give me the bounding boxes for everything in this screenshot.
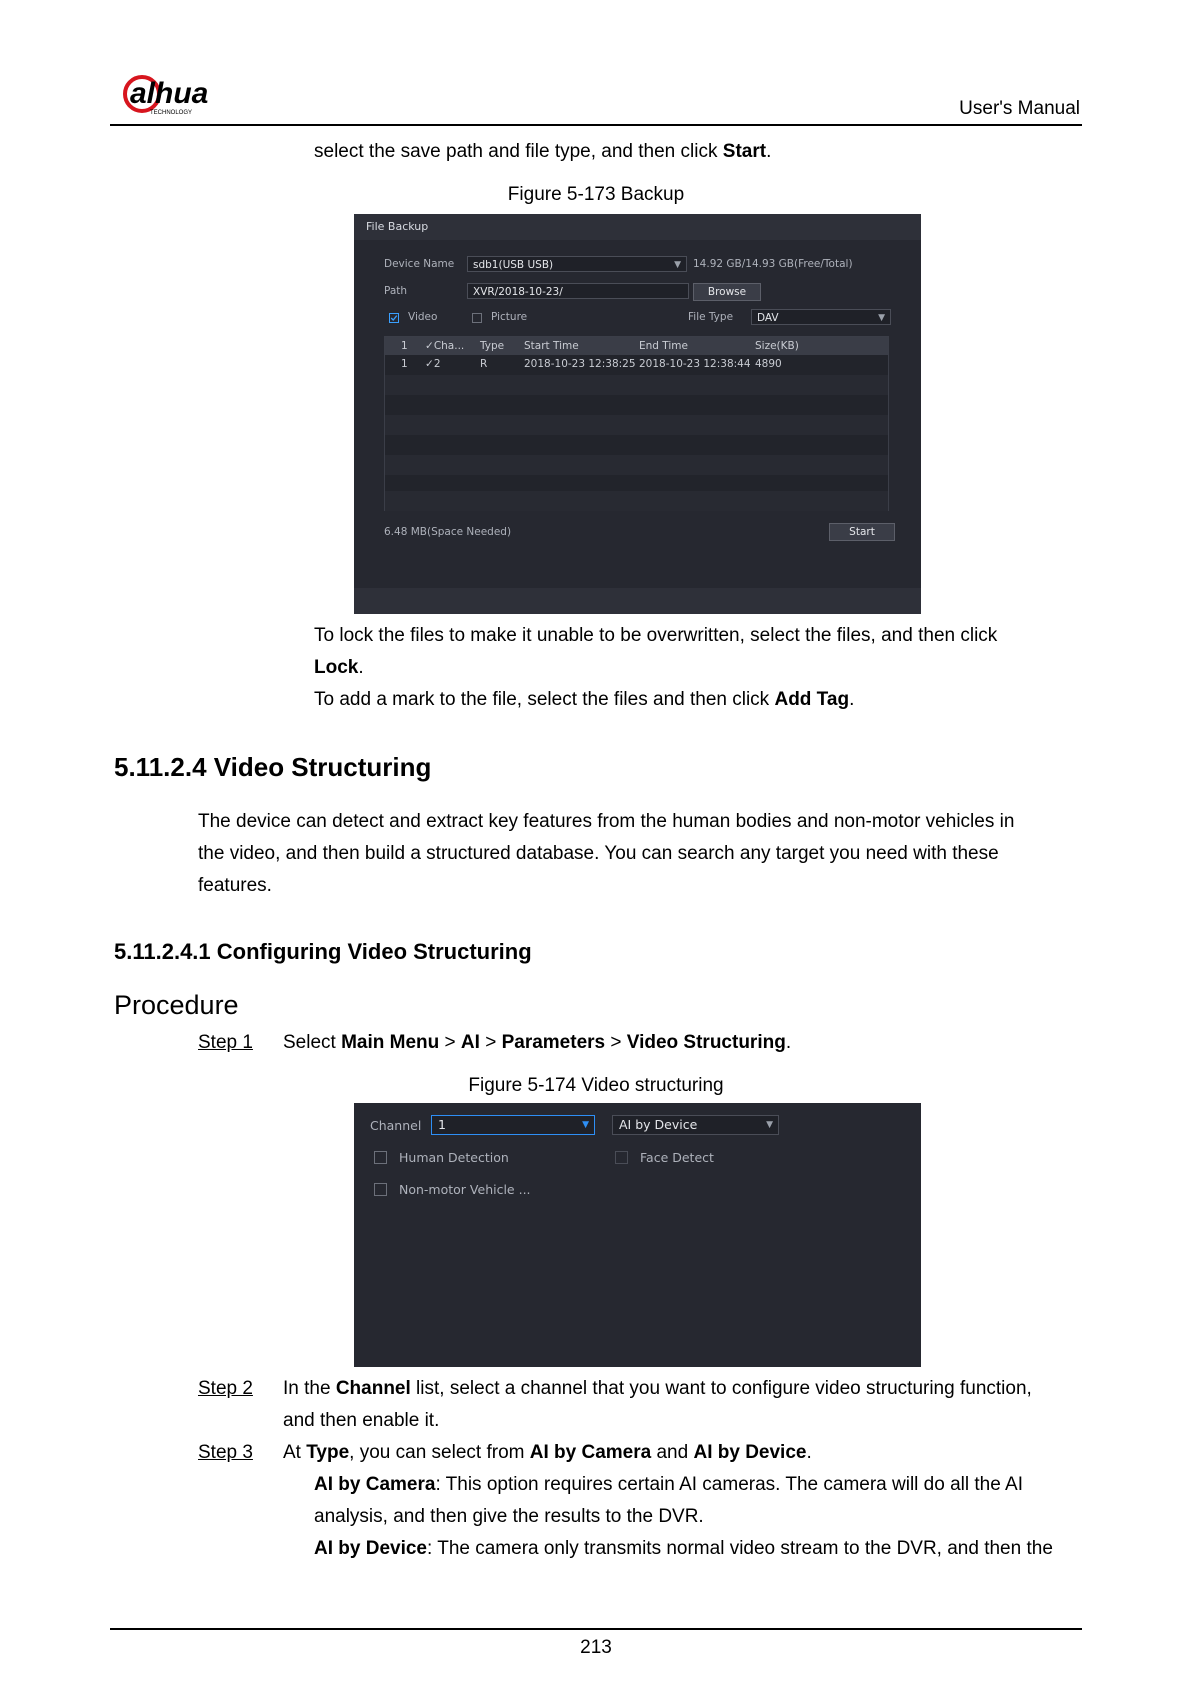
footer-rule bbox=[110, 1628, 1082, 1630]
table-row-empty bbox=[385, 491, 888, 511]
device-name-label: Device Name bbox=[384, 258, 455, 270]
row-index: 1 bbox=[401, 358, 408, 370]
dahua-logo bbox=[120, 70, 260, 120]
step3-text: At Type, you can select from AI by Camera and AI by Device. bbox=[283, 1442, 812, 1463]
start-button[interactable]: Start bbox=[829, 523, 895, 541]
check-icon bbox=[390, 314, 398, 322]
column-header-index: 1 bbox=[401, 340, 408, 352]
file-backup-window bbox=[354, 214, 921, 614]
column-header-size: Size(KB) bbox=[755, 340, 799, 352]
row-channel[interactable]: ✓2 bbox=[425, 358, 441, 370]
human-detection-label: Human Detection bbox=[399, 1150, 509, 1165]
procedure-heading: Procedure bbox=[114, 990, 239, 1020]
table-row[interactable] bbox=[385, 355, 888, 375]
face-detect-label: Face Detect bbox=[640, 1150, 714, 1165]
chevron-down-icon: ▼ bbox=[582, 1120, 589, 1130]
non-motor-vehicle-label: Non-motor Vehicle ... bbox=[399, 1182, 531, 1197]
step2-text-line2: and then enable it. bbox=[283, 1410, 440, 1431]
page-number: 213 bbox=[580, 1637, 612, 1658]
space-needed-text: 6.48 MB(Space Needed) bbox=[384, 526, 512, 538]
video-label: Video bbox=[408, 311, 438, 323]
device-name-select[interactable] bbox=[467, 256, 687, 272]
chevron-down-icon: ▼ bbox=[766, 1120, 773, 1130]
human-detection-checkbox[interactable] bbox=[374, 1151, 387, 1164]
device-name-value: sdb1(USB USB) bbox=[473, 259, 554, 271]
section-body-line3: features. bbox=[198, 875, 272, 896]
ai-by-camera-line2: analysis, and then give the results to the DVR. bbox=[314, 1506, 704, 1527]
picture-checkbox[interactable] bbox=[472, 313, 482, 323]
document-title: User's Manual bbox=[959, 98, 1080, 119]
row-size: 4890 bbox=[755, 358, 782, 370]
ai-by-camera-line1: AI by Camera: This option requires certain AI cameras. The camera will do all the AI bbox=[314, 1474, 1023, 1495]
backup-file-table bbox=[384, 336, 889, 511]
ai-by-device-line1: AI by Device: The camera only transmits normal video stream to the DVR, and then the bbox=[314, 1538, 1053, 1559]
channel-select[interactable] bbox=[431, 1115, 595, 1135]
column-header-start-time: Start Time bbox=[524, 340, 579, 352]
section-body-line1: The device can detect and extract key features from the human bodies and non-motor vehicles in bbox=[198, 811, 1015, 832]
lock-paragraph-line2: Lock. bbox=[314, 657, 364, 678]
face-detect-checkbox[interactable] bbox=[615, 1151, 628, 1164]
header-rule bbox=[110, 124, 1082, 126]
non-motor-vehicle-checkbox[interactable] bbox=[374, 1183, 387, 1196]
figure-caption-video-structuring: Figure 5-174 Video structuring bbox=[468, 1075, 724, 1096]
figure-caption-backup: Figure 5-173 Backup bbox=[507, 184, 685, 205]
row-start-time: 2018-10-23 12:38:25 bbox=[524, 358, 636, 370]
table-row-empty bbox=[385, 375, 888, 395]
table-row-empty bbox=[385, 415, 888, 435]
lock-paragraph-line1: To lock the files to make it unable to be overwritten, select the files, and then click bbox=[314, 625, 998, 646]
step1-label: Step 1 bbox=[198, 1032, 253, 1053]
window-title: File Backup bbox=[366, 220, 429, 233]
path-label: Path bbox=[384, 285, 408, 297]
path-value: XVR/2018-10-23/ bbox=[473, 286, 563, 298]
svg-text:alhua: alhua bbox=[130, 77, 209, 110]
channel-value: 1 bbox=[438, 1117, 446, 1132]
section-heading: 5.11.2.4 Video Structuring bbox=[114, 752, 432, 782]
subsection-heading: 5.11.2.4.1 Configuring Video Structuring bbox=[114, 939, 532, 964]
table-header bbox=[385, 337, 888, 355]
browse-button[interactable]: Browse bbox=[693, 283, 761, 301]
file-type-select[interactable] bbox=[751, 309, 891, 325]
window-titlebar bbox=[354, 214, 921, 240]
column-header-channel[interactable]: ✓Cha... bbox=[425, 340, 465, 352]
intro-line: select the save path and file type, and then click Start. bbox=[314, 141, 772, 162]
chevron-down-icon: ▼ bbox=[674, 260, 681, 270]
section-body-line2: the video, and then build a structured database. You can search any target you need with these bbox=[198, 843, 999, 864]
window-bottombar bbox=[354, 588, 921, 614]
column-header-end-time: End Time bbox=[639, 340, 688, 352]
step1-text: Select Main Menu > AI > Parameters > Video Structuring. bbox=[283, 1032, 792, 1053]
channel-label: Channel bbox=[370, 1118, 422, 1133]
picture-label: Picture bbox=[491, 311, 528, 323]
ai-type-select[interactable] bbox=[612, 1115, 779, 1135]
chevron-down-icon: ▼ bbox=[878, 313, 885, 323]
file-type-value: DAV bbox=[757, 312, 779, 324]
row-end-time: 2018-10-23 12:38:44 bbox=[639, 358, 751, 370]
step2-label: Step 2 bbox=[198, 1378, 253, 1399]
file-type-label: File Type bbox=[688, 311, 734, 323]
video-structuring-panel bbox=[354, 1103, 921, 1367]
ai-type-value: AI by Device bbox=[619, 1117, 698, 1132]
add-tag-paragraph: To add a mark to the file, select the files and then click Add Tag. bbox=[314, 689, 855, 710]
check-icon: ✓ bbox=[425, 340, 434, 352]
capacity-text: 14.92 GB/14.93 GB(Free/Total) bbox=[693, 258, 853, 270]
path-input[interactable] bbox=[467, 283, 689, 299]
column-header-type: Type bbox=[480, 340, 505, 352]
row-type: R bbox=[480, 358, 488, 370]
step2-text-line1: In the Channel list, select a channel that you want to configure video structuring function, bbox=[283, 1378, 1032, 1399]
svg-text:TECHNOLOGY: TECHNOLOGY bbox=[150, 110, 193, 116]
check-icon: ✓ bbox=[425, 358, 434, 370]
table-row-empty bbox=[385, 455, 888, 475]
video-checkbox[interactable] bbox=[389, 313, 399, 323]
step3-label: Step 3 bbox=[198, 1442, 253, 1463]
